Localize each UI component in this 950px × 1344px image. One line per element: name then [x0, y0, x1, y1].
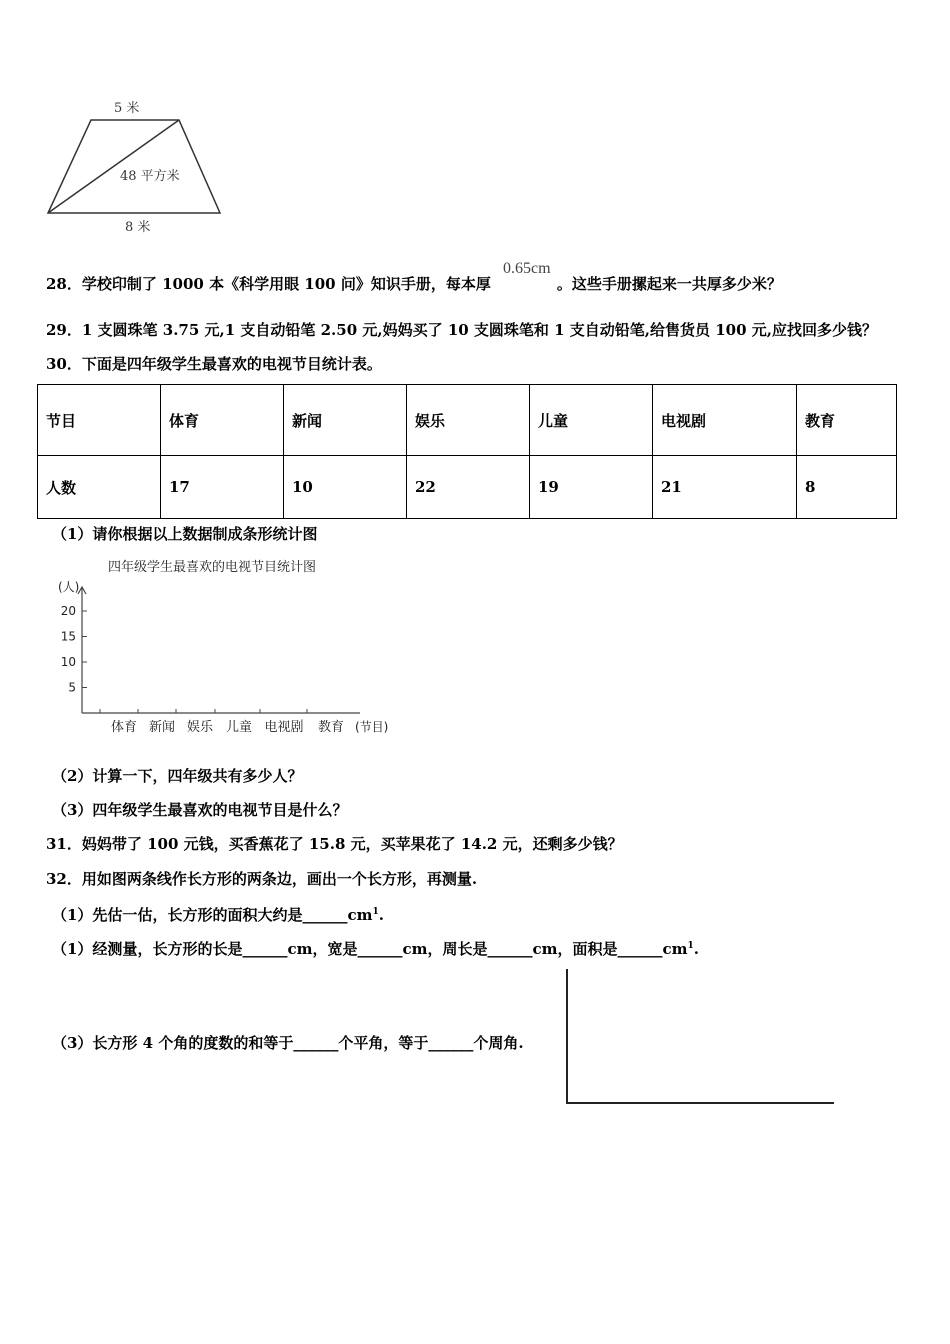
table-cell: 节目 — [38, 385, 161, 456]
table-cell: 教育 — [797, 385, 897, 456]
q32-sub1 — [52, 902, 384, 925]
trapezoid-diagonal — [48, 120, 179, 213]
table-cell: 电视剧 — [653, 385, 797, 456]
trapezoid-figure — [40, 95, 230, 240]
table-cell: 人数 — [38, 456, 161, 519]
q32-sub2 — [52, 936, 699, 959]
x-category-label: 娱乐 — [186, 720, 214, 735]
bar-chart — [50, 550, 410, 740]
q28-thickness: 0.65cm — [503, 260, 551, 277]
table-cell: 17 — [161, 456, 284, 519]
q32-sub2-end: . — [693, 940, 699, 958]
question-28 — [46, 274, 782, 294]
x-category-label: 电视剧 — [264, 720, 304, 735]
q32-sub1-end: . — [378, 906, 384, 924]
y-tick-label: 5 — [68, 680, 76, 695]
y-tick-label: 10 — [60, 655, 76, 669]
y-tick-label: 15 — [60, 629, 76, 644]
table-cell: 娱乐 — [407, 385, 530, 456]
table-data-row — [38, 456, 897, 519]
q28-text-before: 28．学校印制了 1000 本《科学用眼 100 问》知识手册，每本厚 — [46, 275, 491, 293]
table-cell: 19 — [530, 456, 653, 519]
question-29: 29．1 支圆珠笔 3.75 元,1 支自动铅笔 2.50 元,妈妈买了 10 支圆珠笔和 1 支自动铅笔,给售货员 100 元,应找回多少钱？ — [46, 321, 877, 339]
q28-text-after: 。这些手册摞起来一共厚多少米？ — [556, 275, 782, 293]
table-header-row — [38, 385, 897, 456]
x-category-label: 教育 — [317, 720, 345, 735]
y-tick-label: 20 — [60, 604, 76, 618]
chart-x-label: (节目) — [355, 720, 389, 734]
q30-sub2: （2）计算一下，四年级共有多少人？ — [52, 767, 303, 785]
rectangle-sides-figure — [560, 965, 845, 1110]
trapezoid-bottom-label: 8 米 — [125, 220, 151, 235]
question-32: 32．用如图两条线作长方形的两条边，画出一个长方形，再测量. — [46, 870, 478, 888]
x-category-label: 儿童 — [225, 720, 253, 735]
q32-sub1-text: （1）先估一估，长方形的面积大约是______cm — [52, 906, 373, 924]
tv-program-table — [37, 384, 897, 519]
q32-sub2-sup: 1 — [687, 941, 694, 951]
question-31: 31．妈妈带了 100 元钱，买香蕉花了 15.8 元，买苹果花了 14.2 元，还剩多少钱？ — [46, 835, 623, 853]
q32-sub2-text: （1）经测量，长方形的长是______cm，宽是______cm，周长是______cm，面积是______cm — [52, 940, 688, 958]
table-cell: 22 — [407, 456, 530, 519]
table-cell: 体育 — [161, 385, 284, 456]
question-30: 30．下面是四年级学生最喜欢的电视节目统计表。 — [46, 355, 382, 373]
chart-y-label: (人) — [58, 580, 80, 594]
q32-sub1-sup: 1 — [372, 907, 379, 917]
table-cell: 10 — [284, 456, 407, 519]
x-category-label: 新闻 — [148, 720, 176, 735]
trapezoid-top-label: 5 米 — [114, 101, 140, 116]
x-category-label: 体育 — [110, 720, 138, 735]
table-cell: 21 — [653, 456, 797, 519]
q32-sub3: （3）长方形 4 个角的度数的和等于______个平角，等于______个周角. — [52, 1034, 524, 1052]
table-cell: 儿童 — [530, 385, 653, 456]
q30-sub1: （1）请你根据以上数据制成条形统计图 — [52, 525, 318, 543]
table-cell: 8 — [797, 456, 897, 519]
q30-sub3: （3）四年级学生最喜欢的电视节目是什么？ — [52, 801, 348, 819]
trapezoid-shape — [48, 120, 220, 213]
chart-title: 四年级学生最喜欢的电视节目统计图 — [108, 560, 317, 575]
trapezoid-area-label: 48 平方米 — [120, 169, 180, 184]
table-cell: 新闻 — [284, 385, 407, 456]
